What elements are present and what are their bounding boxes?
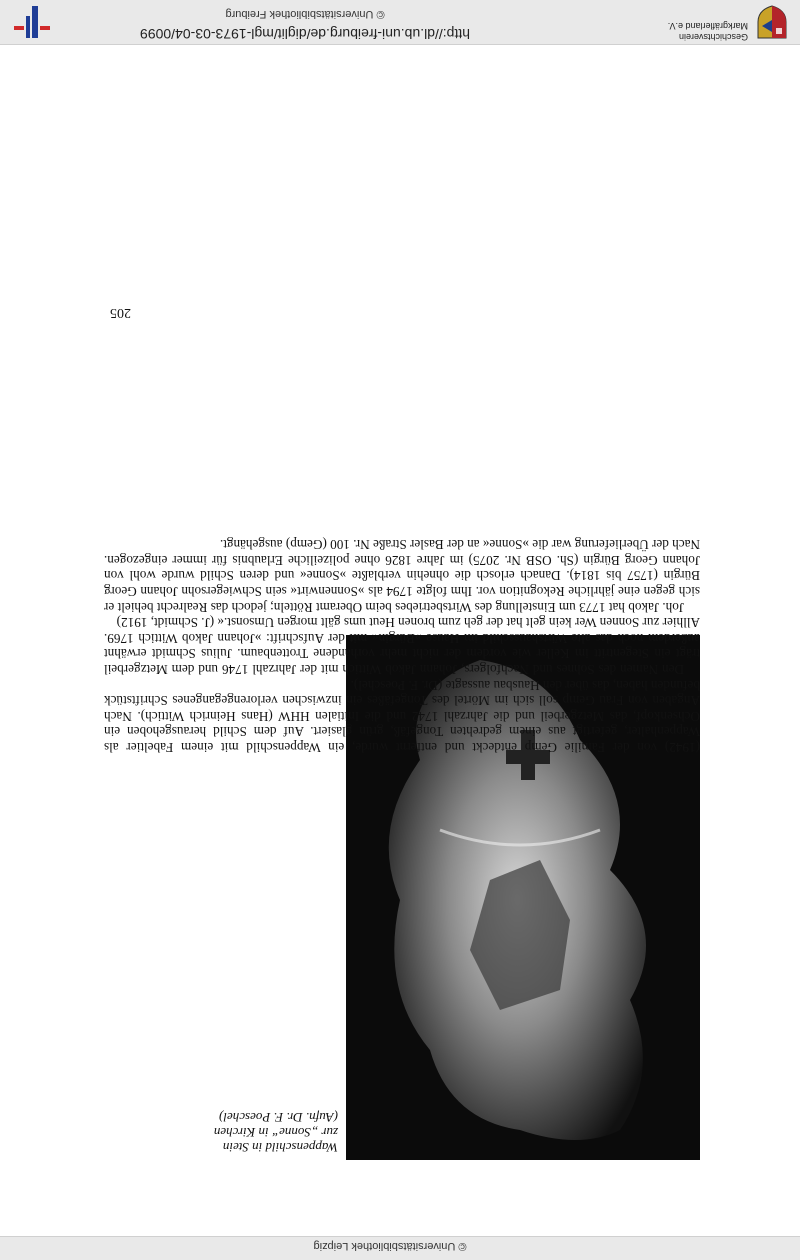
- copyright-notice-bottom: © Universitätsbibliothek Leipzig: [313, 1240, 467, 1252]
- paragraph: Den Namen des Sohnes und Nachfolgers, Johann Jakob Wittich mit der Jahrzahl 1746 und dem Metzgerbeil trägt ein Stegentritt im Keller wie vordem der nicht mehr vorhandene Trottenbaum. Julius Schmidt erwähnt außerdem noch das alte Wirtshausschild im Hause »Bürgin« mit der Aufschrift: »Johann Jakob Wittich 1769. Allhier zur Sonnen Wer kein gelt hat der geh zum bronen Heut ums gält morgen Umsonst.« (J. Schmidt, 1912): [104, 615, 700, 678]
- figure-caption: [108, 1095, 338, 1155]
- coat-of-arms-icon[interactable]: [752, 4, 792, 40]
- page-flipped-content: [100, 150, 710, 1160]
- org-line-2: Markgräflerland e.V.: [667, 21, 748, 31]
- caption-line-3: (Aufn. Dr. F. Poeschel): [219, 1110, 338, 1125]
- scanned-page: [100, 150, 710, 1160]
- blue-red-badge-icon[interactable]: [12, 4, 52, 40]
- org-line-1: Geschichtsverein: [678, 32, 748, 42]
- organization-name: [640, 2, 748, 42]
- caption-line-2: zur „Sonne“ in Kirchen: [213, 1125, 338, 1140]
- top-toolbar: [0, 0, 800, 45]
- article-body: [104, 360, 700, 755]
- copyright-notice: © Universitätsbibliothek Freiburg: [225, 8, 385, 20]
- source-url[interactable]: http://dl.ub.uni-freiburg.de/diglit/mgl-1973-03-04/0099: [140, 26, 470, 42]
- toolbar-flipped-content: [0, 0, 800, 44]
- paragraph: Joh. Jakob hat 1773 um Einstellung des Wirtsbetriebes beim Oberamt Rötteln; jedoch das Realrecht behielt er sich gegen eine jährliche Rekognition vor. Ihm folgte 1794 als »Sonnenwirt« sein Schwiegersohn Johann Georg Bürgin (1757 bis 1814). Danach erlosch die ohnehin verblaßte »Sonne« und deren Schild wurde wohl von Johann Georg Bürgin (Sh. OSB Nr. 2075) im Jahre 1826 ohne polizeiliche Erlaubnis für immer eingezogen. Nach der Überlieferung war die »Sonne« an der Basler Straße Nr. 100 (Gemp) ausgehängt.: [104, 537, 700, 615]
- page-number: 205: [110, 305, 131, 320]
- caption-line-1: Wappenschild in Stein: [222, 1140, 338, 1155]
- paragraph: (1942) von der Familie Gemp entdeckt und entfernt wurde, ein Wappenschild mit einem Fabeltier als Wappenhalter, gefertigt aus einem gedrehten Tongefäß, grün glasiert. Auf dem Schild herausgehoben ein Ochsenkopf, das Metzgerbeil und die Jahrzahl 1742 und die Initialen HHW (Hans Heinrich Wittich). Nach Angaben von Frau Gemp soll sich im Mörtel des Tongefäßes ein inzwischen verlorengegangenes Schriftstück befunden haben, das über den Hausbau aussagte (Dr. F. Poeschel).: [104, 677, 700, 755]
- bottom-bar: [0, 1236, 800, 1260]
- bottombar-flipped-content: [0, 1237, 800, 1260]
